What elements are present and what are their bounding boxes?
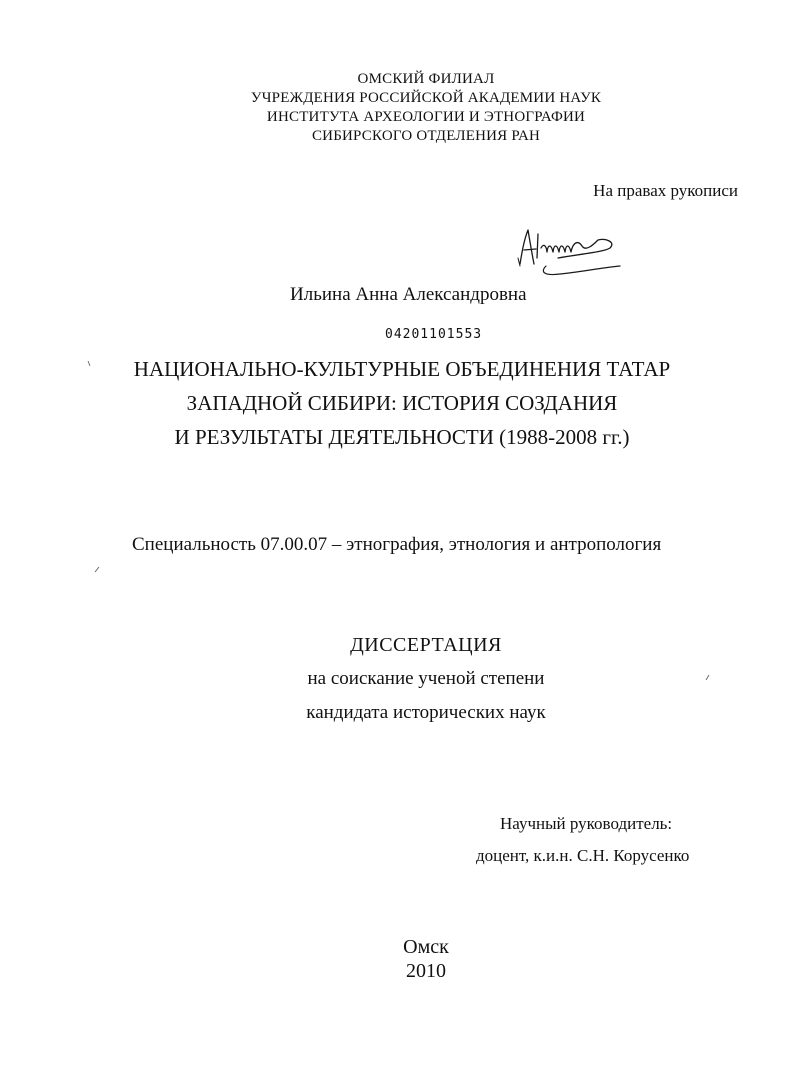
scan-speck-mark-3 bbox=[703, 674, 711, 682]
supervisor-name: доцент, к.и.н. С.Н. Корусенко bbox=[476, 846, 690, 865]
title-line-2: ЗАПАДНОЙ СИБИРИ: ИСТОРИЯ СОЗДАНИЯ bbox=[186, 391, 618, 415]
author-name: Ильина Анна Александровна bbox=[290, 284, 527, 305]
year: 2010 bbox=[406, 960, 446, 982]
degree-line-2: кандидата исторических наук bbox=[306, 702, 546, 723]
specialty-line: Специальность 07.00.07 – этнография, этнология и антропология bbox=[132, 534, 662, 555]
degree-heading: ДИССЕРТАЦИЯ bbox=[350, 634, 502, 656]
city: Омск bbox=[403, 936, 449, 958]
title-line-1: НАЦИОНАЛЬНО-КУЛЬТУРНЫЕ ОБЪЕДИНЕНИЯ ТАТАР bbox=[133, 357, 671, 381]
institution-header bbox=[30, 70, 792, 146]
scan-speck-mark-2 bbox=[93, 566, 101, 574]
rights-notice: На правах рукописи bbox=[593, 181, 738, 200]
degree-block bbox=[30, 628, 792, 730]
institution-line-3: ИНСТИТУТА АРХЕОЛОГИИ И ЭТНОГРАФИИ bbox=[266, 109, 586, 125]
catalog-code: 04201101553 bbox=[385, 327, 483, 342]
institution-line-2: УЧРЕЖДЕНИЯ РОССИЙСКОЙ АКАДЕМИИ НАУК bbox=[250, 90, 602, 106]
degree-line-1: на соискание ученой степени bbox=[307, 668, 545, 689]
handwritten-signature-icon bbox=[510, 222, 630, 292]
dissertation-title bbox=[6, 352, 792, 454]
place-year-block bbox=[30, 935, 792, 983]
institution-line-4: СИБИРСКОГО ОТДЕЛЕНИЯ РАН bbox=[311, 128, 541, 144]
supervisor-label: Научный руководитель: bbox=[500, 814, 673, 833]
institution-line-1: ОМСКИЙ ФИЛИАЛ bbox=[357, 71, 495, 87]
title-line-3: И РЕЗУЛЬТАТЫ ДЕЯТЕЛЬНОСТИ (1988-2008 гг.) bbox=[174, 425, 630, 449]
scan-speck-mark-1 bbox=[86, 360, 94, 368]
